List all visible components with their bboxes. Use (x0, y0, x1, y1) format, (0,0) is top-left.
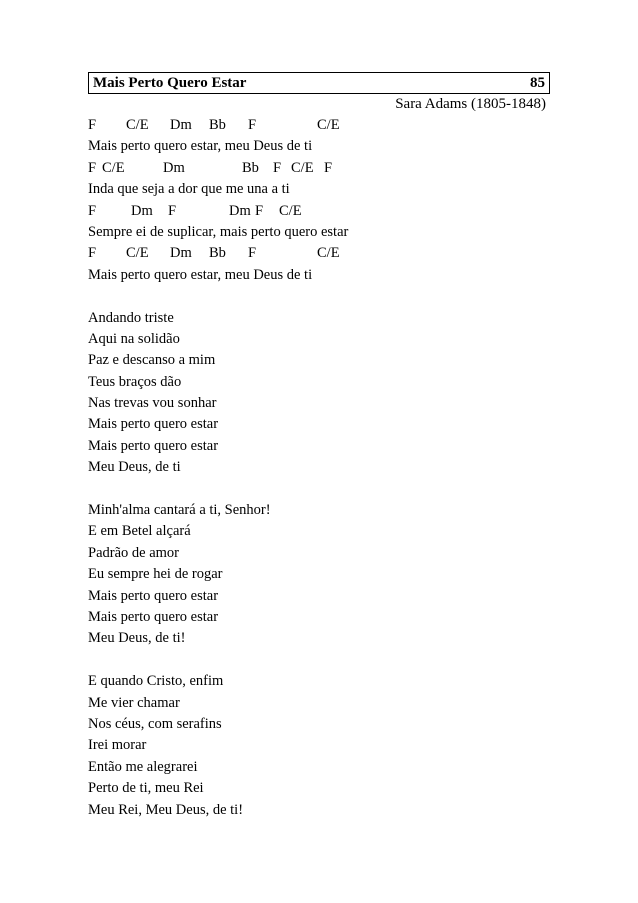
stanza (88, 671, 550, 821)
chord: Dm (170, 117, 192, 133)
lyric-line: Eu sempre hei de rogar (88, 566, 223, 583)
lyric-line: Então me alegrarei (88, 758, 198, 775)
chord: Bb (209, 117, 226, 133)
chord: F (248, 245, 257, 262)
lyric-line: Nas trevas vou sonhar (88, 395, 217, 412)
lyric-line: Irei morar (88, 737, 147, 754)
chord-row (88, 201, 550, 222)
chord-row (88, 243, 550, 264)
chord: F (248, 117, 257, 133)
chord: C/E (126, 117, 149, 133)
chord: C/E (291, 159, 314, 176)
chord-row (88, 115, 550, 136)
lyric-line: Mais perto quero estar, meu Deus de ti (88, 266, 313, 283)
chord: C/E (102, 159, 125, 176)
chord: C/E (317, 117, 340, 133)
chord: Dm (163, 159, 185, 176)
lyric-line: Perto de ti, meu Rei (88, 780, 204, 797)
chord: Bb (242, 159, 259, 176)
chord: F (88, 159, 97, 176)
title-box (88, 72, 550, 94)
stanza (88, 308, 550, 479)
lyric-line: Mais perto quero estar (88, 437, 219, 454)
song-page (88, 72, 550, 821)
chord: F (255, 202, 264, 219)
lyric-line: Mais perto quero estar (88, 416, 219, 433)
lyric-line: Meu Deus, de ti (88, 459, 181, 476)
chord: Dm (170, 245, 192, 262)
song-title: Mais Perto Quero Estar (93, 74, 247, 91)
chord: C/E (317, 245, 340, 262)
lyric-line: Paz e descanso a mim (88, 352, 216, 369)
lyric-line: Mais perto quero estar, meu Deus de ti (88, 138, 313, 155)
lyric-line: Mais perto quero estar (88, 587, 219, 604)
chord: Bb (209, 245, 226, 262)
lyric-line: Mais perto quero estar (88, 608, 219, 625)
stanza (88, 500, 550, 650)
lyric-line: Sempre ei de suplicar, mais perto quero estar (88, 223, 349, 240)
chord: F (88, 117, 97, 133)
chord: Dm (229, 202, 251, 219)
stanza-gap (88, 479, 550, 500)
song-number: 85 (530, 74, 545, 91)
lyric-line: Me vier chamar (88, 694, 180, 711)
stanza-gap (88, 286, 550, 307)
chord: C/E (126, 245, 149, 262)
song-author: Sara Adams (1805-1848) (395, 96, 546, 112)
lyric-line: E em Betel alçará (88, 523, 191, 540)
lyric-line: Andando triste (88, 309, 174, 326)
lyric-line: Minh'alma cantará a ti, Senhor! (88, 502, 271, 519)
lyric-line: Nos céus, com serafins (88, 715, 222, 732)
chord: C/E (279, 202, 302, 219)
chord: Dm (131, 202, 153, 219)
stanza-gap (88, 650, 550, 671)
chord: F (324, 159, 333, 176)
lyric-line: Padrão de amor (88, 544, 179, 561)
lyric-line: E quando Cristo, enfim (88, 673, 224, 690)
lyric-line: Inda que seja a dor que me una a ti (88, 181, 290, 198)
lyric-line: Meu Rei, Meu Deus, de ti! (88, 801, 244, 818)
chord: F (168, 202, 177, 219)
chord: F (88, 202, 97, 219)
lyric-line: Aqui na solidão (88, 330, 180, 347)
chord: F (273, 159, 282, 176)
lyric-line: Meu Deus, de ti! (88, 630, 186, 647)
lyric-line: Teus braços dão (88, 373, 182, 390)
chord: F (88, 245, 97, 262)
chord-row (88, 158, 550, 179)
